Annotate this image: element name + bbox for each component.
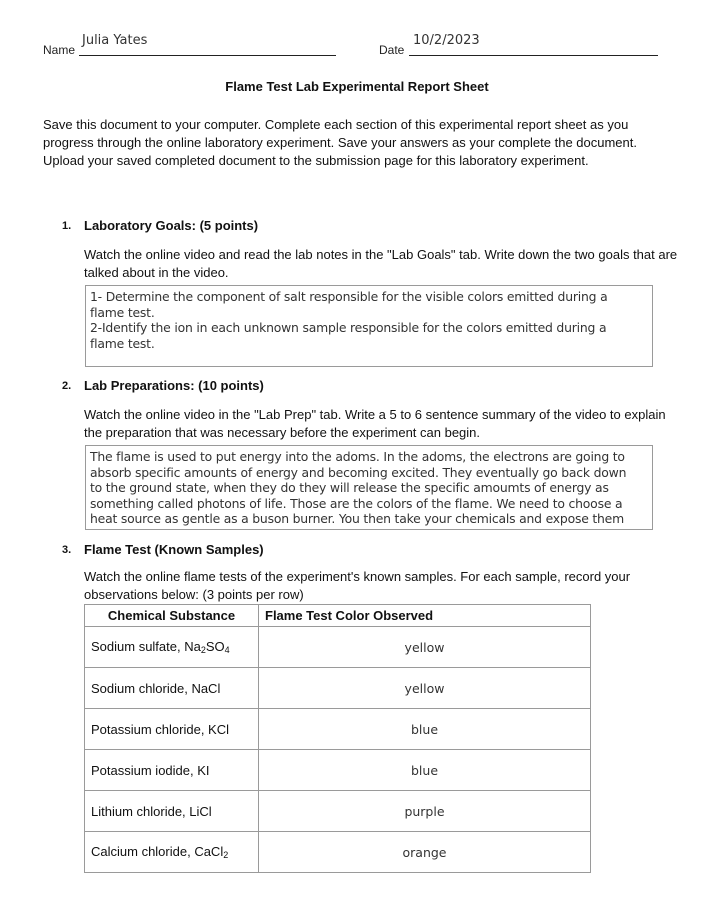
- section-2-number: 2.: [62, 380, 72, 392]
- section-3-instructions: Watch the online flame tests of the experiment's known samples. For each sample, record your observations below: (3 points per row): [84, 569, 631, 602]
- table-header-row: [85, 605, 591, 627]
- answer-line: absorb specific amounts of energy and becoming excited. They eventually go back down: [90, 464, 627, 480]
- substance-cell: Calcium chloride, CaCl$_2$: [85, 832, 259, 873]
- page-title: Flame Test Lab Experimental Report Sheet: [225, 79, 489, 94]
- answer-line: 2-Identify the ion in each unknown sample responsible for the colors emitted during a: [90, 320, 607, 336]
- date-field[interactable]: 10/2/2023: [413, 33, 480, 48]
- color-observed-cell[interactable]: blue: [259, 750, 591, 791]
- intro-paragraph: Save this document to your computer. Complete each section of this experimental report sheet as you progress through the online laboratory experiment. Save your answers as your complete the document. Upload your saved completed document to the submission page for this laboratory experiment.: [43, 117, 637, 168]
- column-header-color: Flame Test Color Observed: [259, 605, 591, 627]
- substance-cell: Potassium chloride, KCl: [85, 709, 259, 750]
- table-row: [85, 832, 591, 873]
- name-label: Name: [43, 43, 76, 57]
- date-underline: [409, 55, 658, 56]
- table-row: [85, 709, 591, 750]
- answer-line: something called photons of life. Those are the colors of the flame. We need to choose a: [90, 495, 623, 511]
- answer-line: flame test.: [90, 304, 155, 320]
- lab-prep-answer-box[interactable]: [85, 445, 653, 530]
- section-3-number: 3.: [62, 544, 72, 556]
- section-2-instructions: Watch the online video in the "Lab Prep" tab. Write a 5 to 6 sentence summary of the video to explain the preparation that was necessary before the experiment can begin.: [84, 407, 666, 440]
- table-row: [85, 791, 591, 832]
- answer-line: flame test.: [90, 335, 155, 351]
- lab-goals-answer-box[interactable]: [85, 285, 653, 367]
- answer-line: to the ground state, when they do they will release the specific amoumts of energy as: [90, 480, 609, 496]
- answer-line: The flame is used to put energy into the adoms. In the adoms, the electrons are going to: [90, 449, 625, 464]
- section-2-heading: Lab Preparations: (10 points): [84, 378, 264, 393]
- color-observed-cell[interactable]: yellow: [259, 627, 591, 668]
- substance-cell: Potassium iodide, KI: [85, 750, 259, 791]
- name-field[interactable]: Julia Yates: [82, 33, 148, 48]
- section-1-heading: Laboratory Goals: (5 points): [84, 218, 259, 233]
- known-samples-table: [84, 604, 591, 873]
- substance-cell: Lithium chloride, LiCl: [85, 791, 259, 832]
- date-label: Date: [379, 43, 405, 57]
- table-row: [85, 668, 591, 709]
- section-1-number: 1.: [62, 220, 72, 232]
- answer-line: 1- Determine the component of salt responsible for the visible colors emitted during a: [90, 289, 608, 304]
- table-row: [85, 627, 591, 668]
- section-1-instructions: Watch the online video and read the lab notes in the "Lab Goals" tab. Write down the two goals that are talked about in the video.: [84, 247, 678, 280]
- substance-cell: Sodium chloride, NaCl: [85, 668, 259, 709]
- color-observed-cell[interactable]: orange: [259, 832, 591, 873]
- name-underline: [79, 55, 336, 56]
- table-row: [85, 750, 591, 791]
- color-observed-cell[interactable]: blue: [259, 709, 591, 750]
- answer-line: heat source as gentle as a buson burner. You then take your chemicals and expose them: [90, 511, 624, 527]
- color-observed-cell[interactable]: purple: [259, 791, 591, 832]
- column-header-substance: Chemical Substance: [85, 605, 259, 627]
- section-3-heading: Flame Test (Known Samples): [84, 542, 264, 557]
- color-observed-cell[interactable]: yellow: [259, 668, 591, 709]
- substance-cell: Sodium sulfate, $Na_2SO_4$: [85, 627, 259, 668]
